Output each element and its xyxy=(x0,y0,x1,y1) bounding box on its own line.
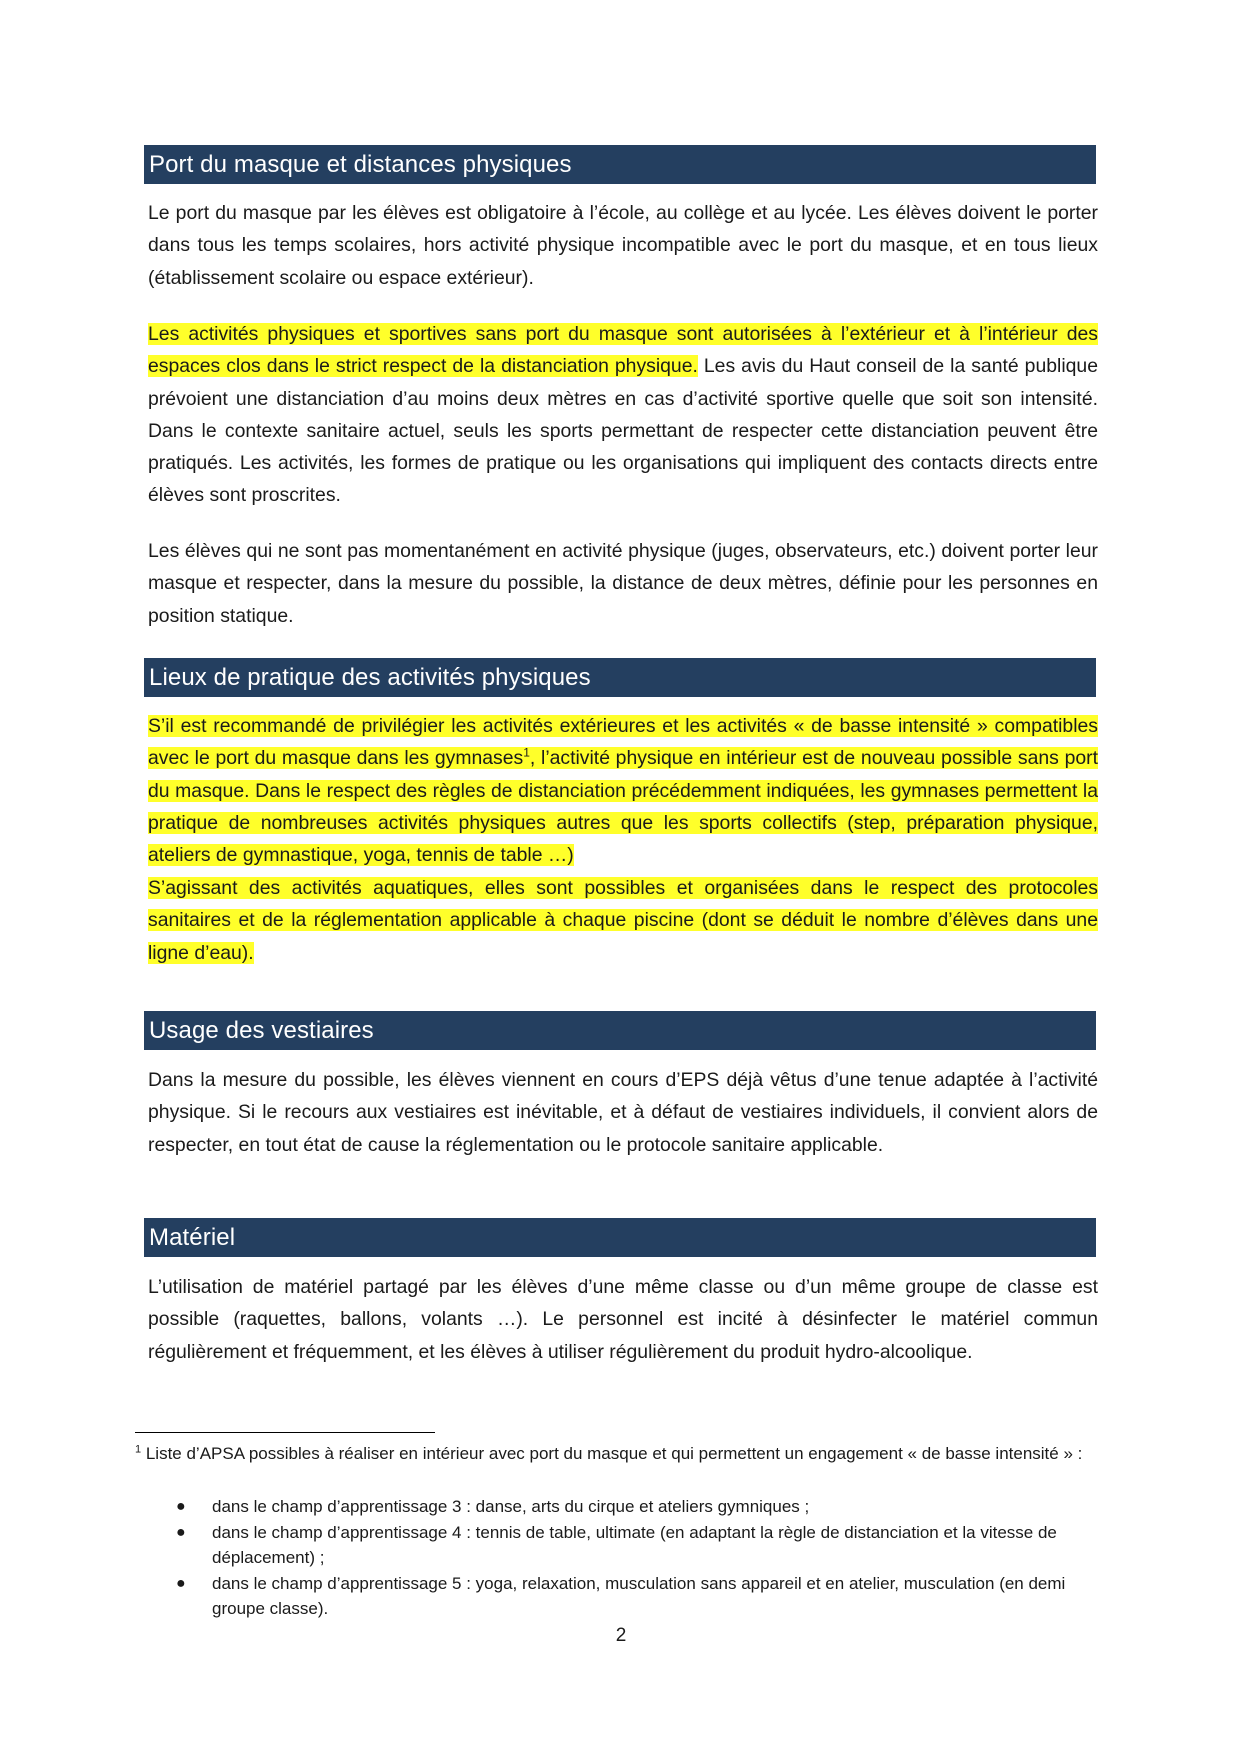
section-heading-vestiaires: Usage des vestiaires xyxy=(144,1011,1096,1050)
bullet-icon: ● xyxy=(176,1575,186,1592)
paragraph-vestiaires: Dans la mesure du possible, les élèves viennent en cours d’EPS déjà vêtus d’une tenue adaptée à l’activité physique. Si le recours aux vestiaires est inévitable, et à défaut de vestiaires individuels, il convient alors de respecter, en tout état de cause la réglementation ou le protocole sanitaire applicable. xyxy=(148,1069,1098,1156)
paragraph-activites-sans-masque xyxy=(148,318,1098,512)
paragraph-gymnases xyxy=(148,710,1098,871)
footnote-marker: 1 xyxy=(135,1443,142,1456)
bullet-icon: ● xyxy=(176,1498,186,1515)
footnote-list-item: ● dans le champ d’apprentissage 4 : tennis de table, ultimate (en adaptant la règle de distanciation et la vitesse de déplacement) ; xyxy=(135,1520,1100,1570)
paragraph-materiel: L’utilisation de matériel partagé par les élèves d’une même classe ou d’un même groupe de classe est possible (raquettes, ballons, volants …). Le personnel est incité à désinfecter le matériel commun régulièrement et fréquemment, et les élèves à utiliser régulièrement du produit hydro-alcoolique. xyxy=(148,1276,1098,1363)
highlighted-text: S’agissant des activités aquatiques, elles sont possibles et organisées dans le respect des protocoles sanitaires et de la réglementation applicable à chaque piscine (dont se déduit le nombre d’élèves dans une ligne d’eau). xyxy=(148,877,1098,964)
highlighted-text: S’il est recommandé de privilégier les activités extérieures et les activités « de basse intensité » compatibles avec le port du masque dans les gymnases$^1$, l’activité physique en intérieur est de nouveau possible sans port du masque. Dans le respect des règles de distanciation précédemment indiquées, les gymnases permettent la pratique de nombreuses activités physiques autres que les sports collectifs (step, préparation physique, ateliers de gymnastique, yoga, tennis de table …) xyxy=(148,715,1098,867)
paragraph-eleves-statiques: Les élèves qui ne sont pas momentanément en activité physique (juges, observateurs, etc.) doivent porter leur masque et respecter, dans la mesure du possible, la distance de deux mètres, définie pour les personnes en position statique. xyxy=(148,540,1098,627)
page-number: 2 xyxy=(615,1625,627,1646)
section-heading-materiel: Matériel xyxy=(144,1218,1096,1257)
paragraph-port-masque: Le port du masque par les élèves est obligatoire à l’école, au collège et au lycée. Les élèves doivent le porter dans tous les temps scolaires, hors activité physique incompatible avec le port du masque, et en tous lieux (établissement scolaire ou espace extérieur). xyxy=(148,202,1098,289)
highlighted-text: Les activités physiques et sportives sans port du masque sont autorisées à l’extérieur et à l’intérieur des espaces clos dans le strict respect de la distanciation physique. xyxy=(148,323,1098,378)
footnote-list-item: ● dans le champ d’apprentissage 3 : danse, arts du cirque et ateliers gymniques ; xyxy=(135,1494,1100,1519)
footnote-reference[interactable]: 1 xyxy=(523,745,530,760)
footnote-list-item: ● dans le champ d’apprentissage 5 : yoga, relaxation, musculation sans appareil et en atelier, musculation (en demi groupe classe). xyxy=(135,1571,1100,1621)
paragraph-activites-aquatiques xyxy=(148,872,1098,969)
footnote-list xyxy=(135,1494,1100,1622)
paragraph-text: Les avis du Haut conseil de la santé publique prévoient une distanciation d’au moins deux mètres en cas d’activité sportive quelle que soit son intensité. Dans le contexte sanitaire actuel, seuls les sports permettant de respecter cette distanciation peuvent être pratiqués. Les activités, les formes de pratique ou les organisations qui impliquent des contacts directs entre élèves sont proscrites. xyxy=(148,355,1098,507)
bullet-icon: ● xyxy=(176,1524,186,1541)
footnote-separator xyxy=(135,1432,435,1433)
footnote-intro: $^1$ Liste d’APSA possibles à réaliser en intérieur avec port du masque et qui permettent un engagement « de basse intensité » : xyxy=(135,1443,1083,1463)
section-heading-masque: Port du masque et distances physiques xyxy=(144,145,1096,184)
section-heading-lieux: Lieux de pratique des activités physiques xyxy=(144,658,1096,697)
